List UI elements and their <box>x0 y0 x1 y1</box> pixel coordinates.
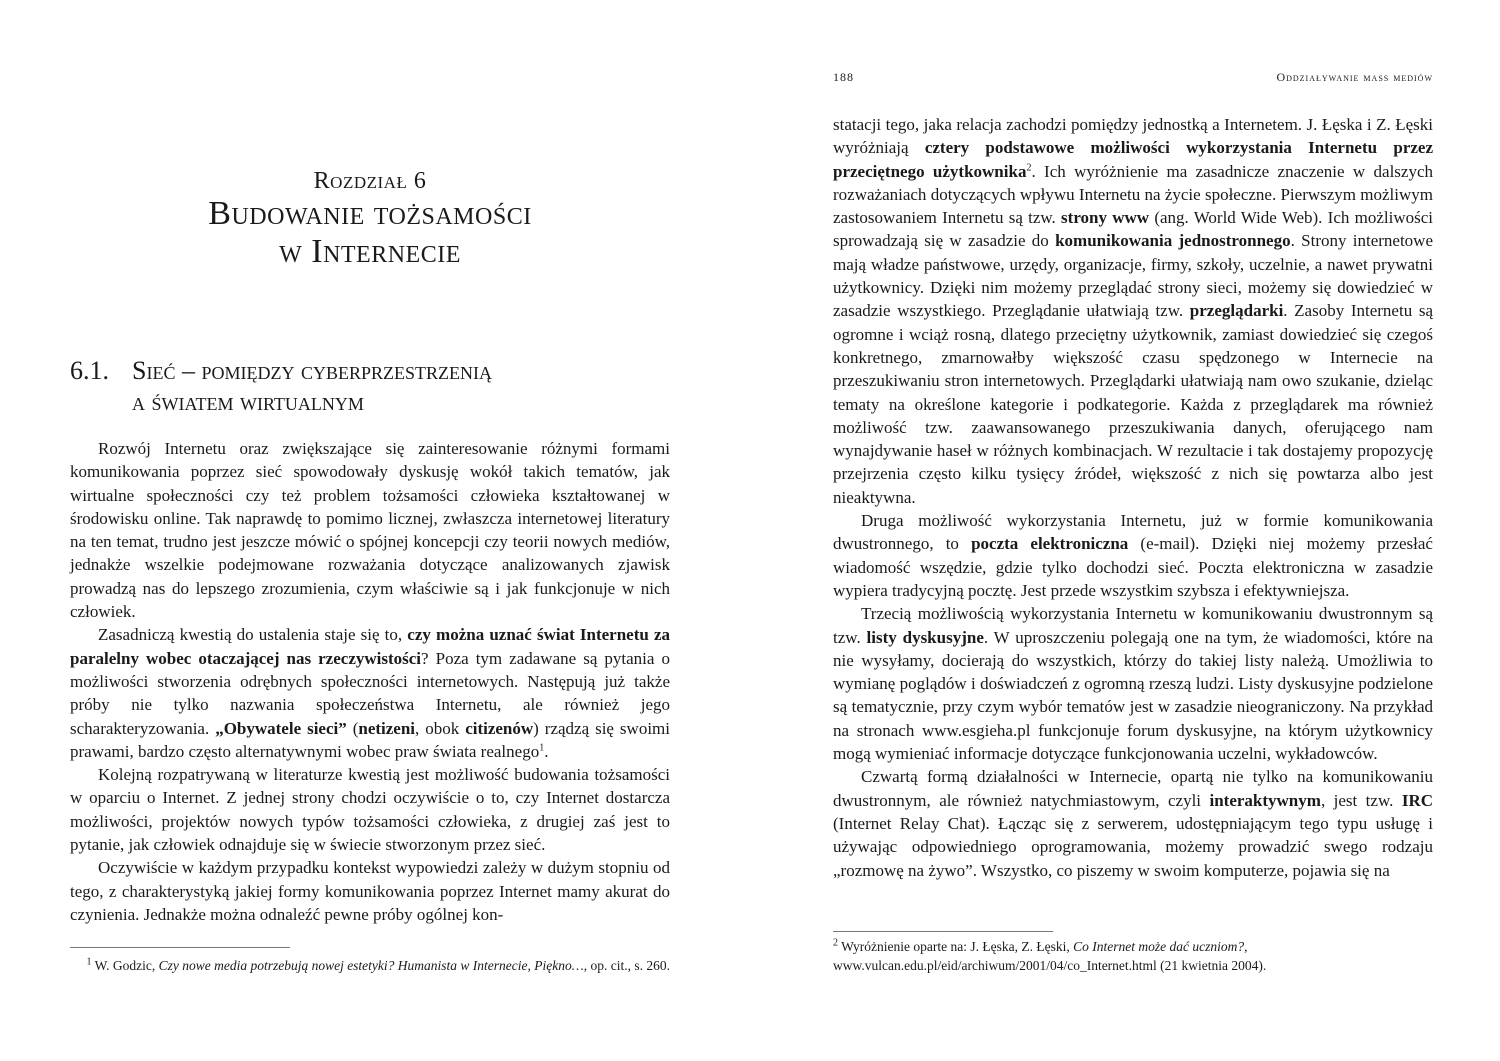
text-run: . W uproszczeniu polegają one na tym, że wiadomości, które na nie wysyłamy, docierają do wszystkich, którzy do takiej listy należą. Umożliwia to wymianę poglądów i doświadczeń z ogromną rzeszą ludzi. Listy dyskusyjne podzielone są tematycznie, przy czym wybór tematów jest w zasadzie nieograniczony. Na przykład na stronach www.esgieha.pl funkcjonuje forum dyskusyjne, na którym użytkownicy mogą wymieniać informacje dotyczące funkcjonowania uczelni, wykładowców. <box>833 627 1434 764</box>
bold-text: citizenów <box>465 718 534 738</box>
text-run: . <box>544 741 549 761</box>
text-run: (ang. World Wide Web). Ich możliwości sprowadzają się w zasadzie do <box>833 208 1433 251</box>
footnote <box>833 937 1433 975</box>
text-run: . Zasoby Internetu są ogromne i wciąż rosną, dlatego przeciętny użytkownik, zamiast dowiedzieć się czegoś konkretnego, zmarnowałby większość czasu spędzonego w Internecie na przeszukiwaniu stron internetowych. Przeglądarki ułatwiają nam owo szukanie, dzieląc tematy na określone kategorie i podkategorie. Każda z przeglądarek ma również możliwość tzw. zaawansowanego przeszukiwania danych, oferującego nam wynajdywanie haseł w różnych kombinacjach. W rezultacie i tak dostajemy propozycję przejrzenia często kilku tysięcy źródeł, większość z nich się powtarza albo jest nieaktywna. <box>833 301 1433 507</box>
bold-text: cztery podstawowe możliwości wykorzystania Internetu przez przeciętnego użytkownika <box>833 138 1433 181</box>
section-number: 6.1. <box>70 356 109 385</box>
page-number: 188 <box>833 70 854 84</box>
text-run: statacji tego, jaka relacja zachodzi pomiędzy jednostką a Internetem. J. Łęska i Z. Łęski wyróżniają <box>833 115 1433 158</box>
text-run: ) rządzą się swoimi prawami, bardzo często alternatywnymi wobec praw świata realnego <box>70 718 670 761</box>
bold-text: „Obywatele sieci” <box>215 718 347 738</box>
chapter-title-line1: Budowanie tożsamości <box>208 194 532 232</box>
left-body-text <box>70 437 670 926</box>
paragraph <box>833 765 1433 881</box>
text-run: . Ich wyróżnienie ma zasadnicze znaczenie w dalszych rozważaniach dotyczących wpływu Internetu na życie społeczne. Pierwszym możliwym zastosowaniem Internetu są tzw. <box>833 161 1434 228</box>
paragraph <box>833 509 1433 602</box>
footnote-text: W. Godzic, <box>91 958 159 973</box>
bold-text: listy dyskusyjne <box>866 627 984 647</box>
footnote-text: , www.vulcan.edu.pl/eid/archiwum/2001/04/co_Internet.html (21 kwietnia 2004). <box>833 939 1267 973</box>
text-run: (e-mail). Dzięki niej możemy przesłać wiadomość wszędzie, gdzie tylko dochodzi sieć. Poczta elektroniczna w zasadzie wypiera tradycyjną pocztę. Jest przede wszystkim szybsza i efektywniejsza. <box>833 534 1433 600</box>
footnote-divider <box>70 947 290 948</box>
running-title: Oddziaływanie mass mediów <box>1276 70 1433 84</box>
text-run: , jest tzw. <box>1320 790 1402 810</box>
bold-text: czy można uznać świat Internetu za paralelny wobec otaczającej nas rzeczywistości <box>70 625 671 668</box>
bold-text: strony www <box>1061 208 1150 228</box>
right-page <box>750 0 1500 1061</box>
text-run: Druga możliwość wykorzystania Internetu, już w formie komunikowania dwustronnego, to <box>833 511 1433 554</box>
text-run: (Internet Relay Chat). Łącząc się z serwerem, udostępniającym tego typu usługę i używając odpowiedniego oprogramowania, możemy prowadzić swego rodzaju „rozmowę na żywo”. Wszystko, co piszemy w swoim komputerze, pojawia się na <box>833 813 1433 880</box>
bold-text: poczta elektroniczna <box>971 534 1129 554</box>
footnote-number: 1 <box>86 956 92 968</box>
footnote-number: 2 <box>833 937 838 949</box>
section-title-line2: a światem wirtualnym <box>132 387 364 417</box>
text-run: Trzecią możliwością wykorzystania Internetu w komunikowaniu dwustronnym są tzw. <box>833 604 1433 647</box>
footnote-ref: 1 <box>539 742 545 754</box>
bold-text: netizeni <box>358 718 416 738</box>
section-title-line1: Sieć – pomiędzy cyberprzestrzenią <box>132 356 492 385</box>
footnote-divider <box>833 931 1053 932</box>
text-run: ( <box>346 718 359 738</box>
right-body-text <box>833 113 1433 882</box>
footnote-title: Co Internet może dać uczniom? <box>1073 939 1245 954</box>
footnote-ref: 2 <box>1026 161 1032 173</box>
paragraph <box>70 623 670 763</box>
text-run: Zasadniczą kwestią do ustalenia staje się to, <box>98 625 408 645</box>
text-run: . Strony internetowe mają władze państwowe, urzędy, organizacje, firmy, szkoły, uczelnie, a nawet prywatni użytkownicy. Dzięki nim możemy przeglądać strony sieci, możemy się dowiedzieć w zasadzie wszystkiego. Przeglądanie ułatwiają tzw. <box>833 231 1433 321</box>
chapter-title-line2: w Internecie <box>279 232 461 270</box>
chapter-label: Rozdział 6 <box>313 168 427 194</box>
chapter-heading <box>120 168 620 271</box>
footnote-title: Czy nowe media potrzebują nowej estetyki? Humanista w Internecie, Piękno… <box>158 958 584 973</box>
text-run: Czwartą formą działalności w Internecie, opartą nie tylko na komunikowaniu dwustronnym, ale również natychmiastowym, czyli <box>833 767 1433 810</box>
bold-text: IRC <box>1401 790 1433 810</box>
section-heading <box>70 355 670 417</box>
text-run: , obok <box>415 718 466 738</box>
footnote <box>70 956 670 975</box>
bold-text: przeglądarki <box>1189 301 1284 321</box>
paragraph <box>833 113 1433 509</box>
paragraph: Rozwój Internetu oraz zwiększające się zainteresowanie różnymi formami komunikowania poprzez sieć spowodowały dyskusję wokół takich tematów, jak wirtualne społeczności czy też problem tożsamości człowieka kształtowanej w środowisku online. Tak naprawdę to pomimo licznej, zwłaszcza internetowej literatury na ten temat, trudno jest jeszcze mówić o spójnej koncepcji czy teorii nowych mediów, jednakże wszelkie podejmowane rozważania dotyczące analizowanych zjawisk prowadzą nas do lepszego zrozumienia, czym właściwie są i jak funkcjonuje w nich człowiek. <box>70 439 670 622</box>
paragraph: Oczywiście w każdym przypadku kontekst wypowiedzi zależy w dużym stopniu od tego, z charakterystyką jakiej formy komunikowania poprzez Internet mamy akurat do czynienia. Jednakże można odnaleźć pewne próby ogólnej kon- <box>70 858 670 924</box>
bold-text: interaktywnym <box>1209 790 1321 810</box>
paragraph <box>833 602 1433 765</box>
footnote-text: Wyróżnienie oparte na: J. Łęska, Z. Łęski, <box>838 939 1074 954</box>
bold-text: komunikowania jednostronnego <box>1055 231 1291 251</box>
footnote-text: , op. cit., s. 260. <box>583 958 670 973</box>
text-run: ? Poza tym zadawane są pytania o możliwości stworzenia odrębnych społeczności internetowych. Następują już także próby nie tylko nazwania społeczeństwa Internetu, ale również jego scharakteryzowania. <box>70 648 670 738</box>
paragraph: Kolejną rozpatrywaną w literaturze kwestią jest możliwość budowania tożsamości w oparciu o Internet. Z jednej strony chodzi oczywiście o to, czy Internet dostarcza możliwości, projektów nowych typów tożsamości człowieka, z drugiej zaś jest to pytanie, jak człowiek odnajduje się w świecie stworzonym przez sieć. <box>70 765 670 855</box>
